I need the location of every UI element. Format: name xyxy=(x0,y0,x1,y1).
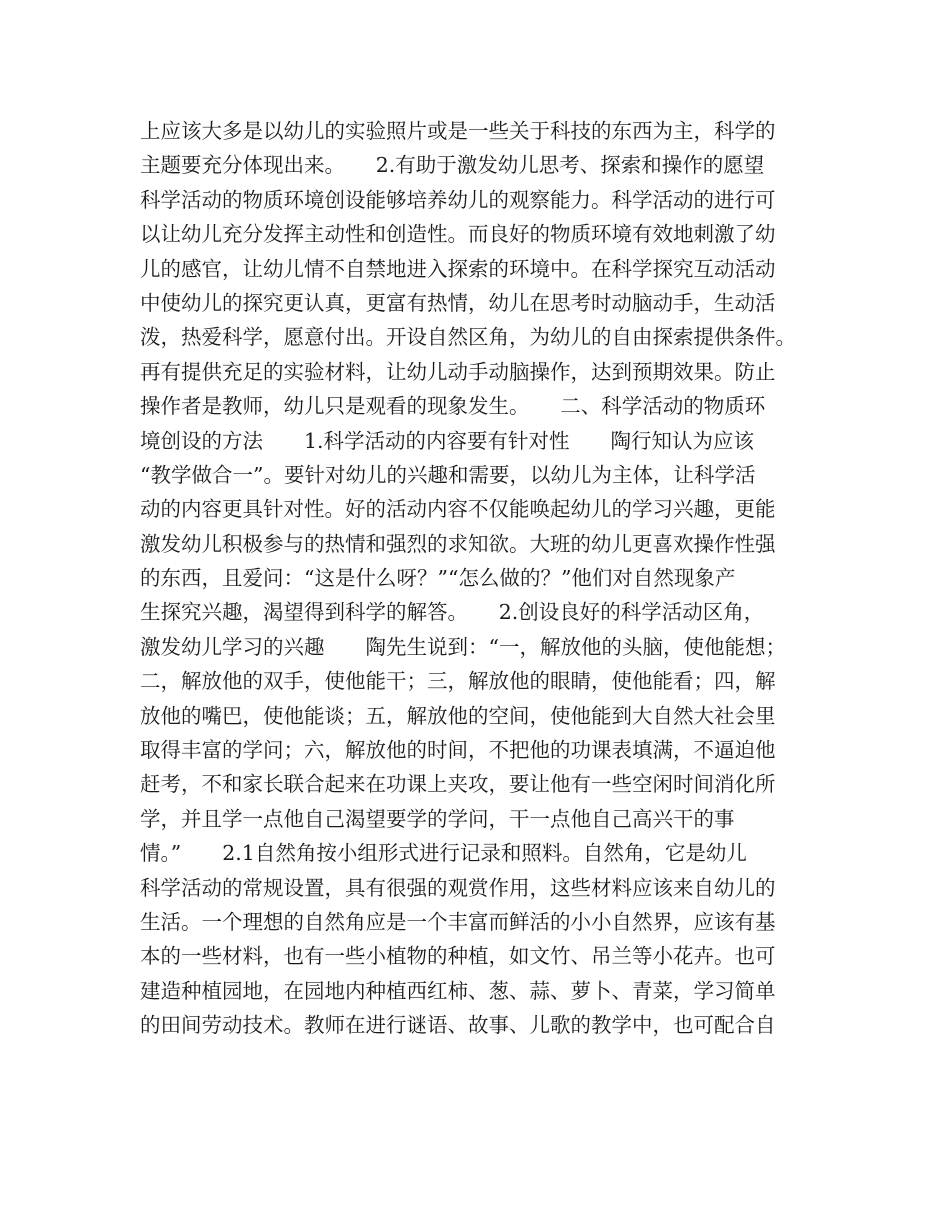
text-line: 生活。一个理想的自然角应是一个丰富而鲜活的小小自然界，应该有基 xyxy=(140,909,776,934)
text-line: 儿的感官，让幼儿情不自禁地进入探索的环境中。在科学探究互动活动 xyxy=(140,256,776,281)
text-line: 放他的嘴巴，使他能谈；五，解放他的空间，使他能到大自然大社会里 xyxy=(140,703,776,728)
text-line: 取得丰富的学问；六，解放他的时间，不把他的功课表填满，不逼迫他 xyxy=(140,738,776,763)
text-line: 学，并且学一点他自己渴望要学的学问，干一点他自己高兴干的事 xyxy=(140,806,735,831)
text-line: 动的内容更具针对性。好的活动内容不仅能唤起幼儿的学习兴趣，更能 xyxy=(140,497,776,522)
text-line: 赶考，不和家长联合起来在功课上夹攻，要让他有一些空闲时间消化所 xyxy=(140,772,776,797)
text-line: 生探究兴趣，渴望得到科学的解答。 2.创设良好的科学活动区角， xyxy=(140,600,765,625)
text-line: 科学活动的物质环境创设能够培养幼儿的观察能力。科学活动的进行可 xyxy=(140,187,776,212)
text-line: 激发幼儿积极参与的热情和强烈的求知欲。大班的幼儿更喜欢操作性强 xyxy=(140,531,776,556)
text-line: 主题要充分体现出来。 2.有助于激发幼儿思考、探索和操作的愿望 xyxy=(140,153,765,178)
text-line: 操作者是教师，幼儿只是观看的现象发生。 二、科学活动的物质环 xyxy=(140,394,766,419)
text-line: 情。” 2.1自然角按小组形式进行记录和照料。自然角，它是幼儿 xyxy=(140,841,747,866)
text-line: 本的一些材料，也有一些小植物的种植，如文竹、吊兰等小花卉。也可 xyxy=(140,944,776,969)
text-line: 以让幼儿充分发挥主动性和创造性。而良好的物质环境有效地刺激了幼 xyxy=(140,222,776,247)
body-text xyxy=(140,114,830,1043)
text-line: 再有提供充足的实验材料，让幼儿动手动脑操作，达到预期效果。防止 xyxy=(140,359,776,384)
text-line: 中使幼儿的探究更认真，更富有热情，幼儿在思考时动脑动手，生动活 xyxy=(140,290,776,315)
text-line: 境创设的方法 1.科学活动的内容要有针对性 陶行知认为应该 xyxy=(140,428,755,453)
text-line: 上应该大多是以幼儿的实验照片或是一些关于科技的东西为主，科学的 xyxy=(140,119,776,143)
text-line: 的田间劳动技术。教师在进行谜语、故事、儿歌的教学中，也可配合自 xyxy=(140,1013,776,1038)
text-line: 的东西，且爱问：“这是什么呀？”“怎么做的？”他们对自然现象产 xyxy=(140,566,736,591)
text-line: “教学做合一”。要针对幼儿的兴趣和需要，以幼儿为主体，让科学活 xyxy=(140,462,756,487)
text-line: 二，解放他的双手，使他能干；三，解放他的眼睛，使他能看；四，解 xyxy=(140,669,776,694)
text-line: 激发幼儿学习的兴趣 陶先生说到：“一，解放他的头脑，使他能想； xyxy=(140,634,786,659)
text-line: 泼，热爱科学，愿意付出。开设自然区角，为幼儿的自由探索提供条件。 xyxy=(140,325,796,350)
text-line: 建造种植园地，在园地内种植西红柿、葱、蒜、萝卜、青菜，学习简单 xyxy=(140,978,776,1003)
text-line: 科学活动的常规设置，具有很强的观赏作用，这些材料应该来自幼儿的 xyxy=(140,875,776,900)
